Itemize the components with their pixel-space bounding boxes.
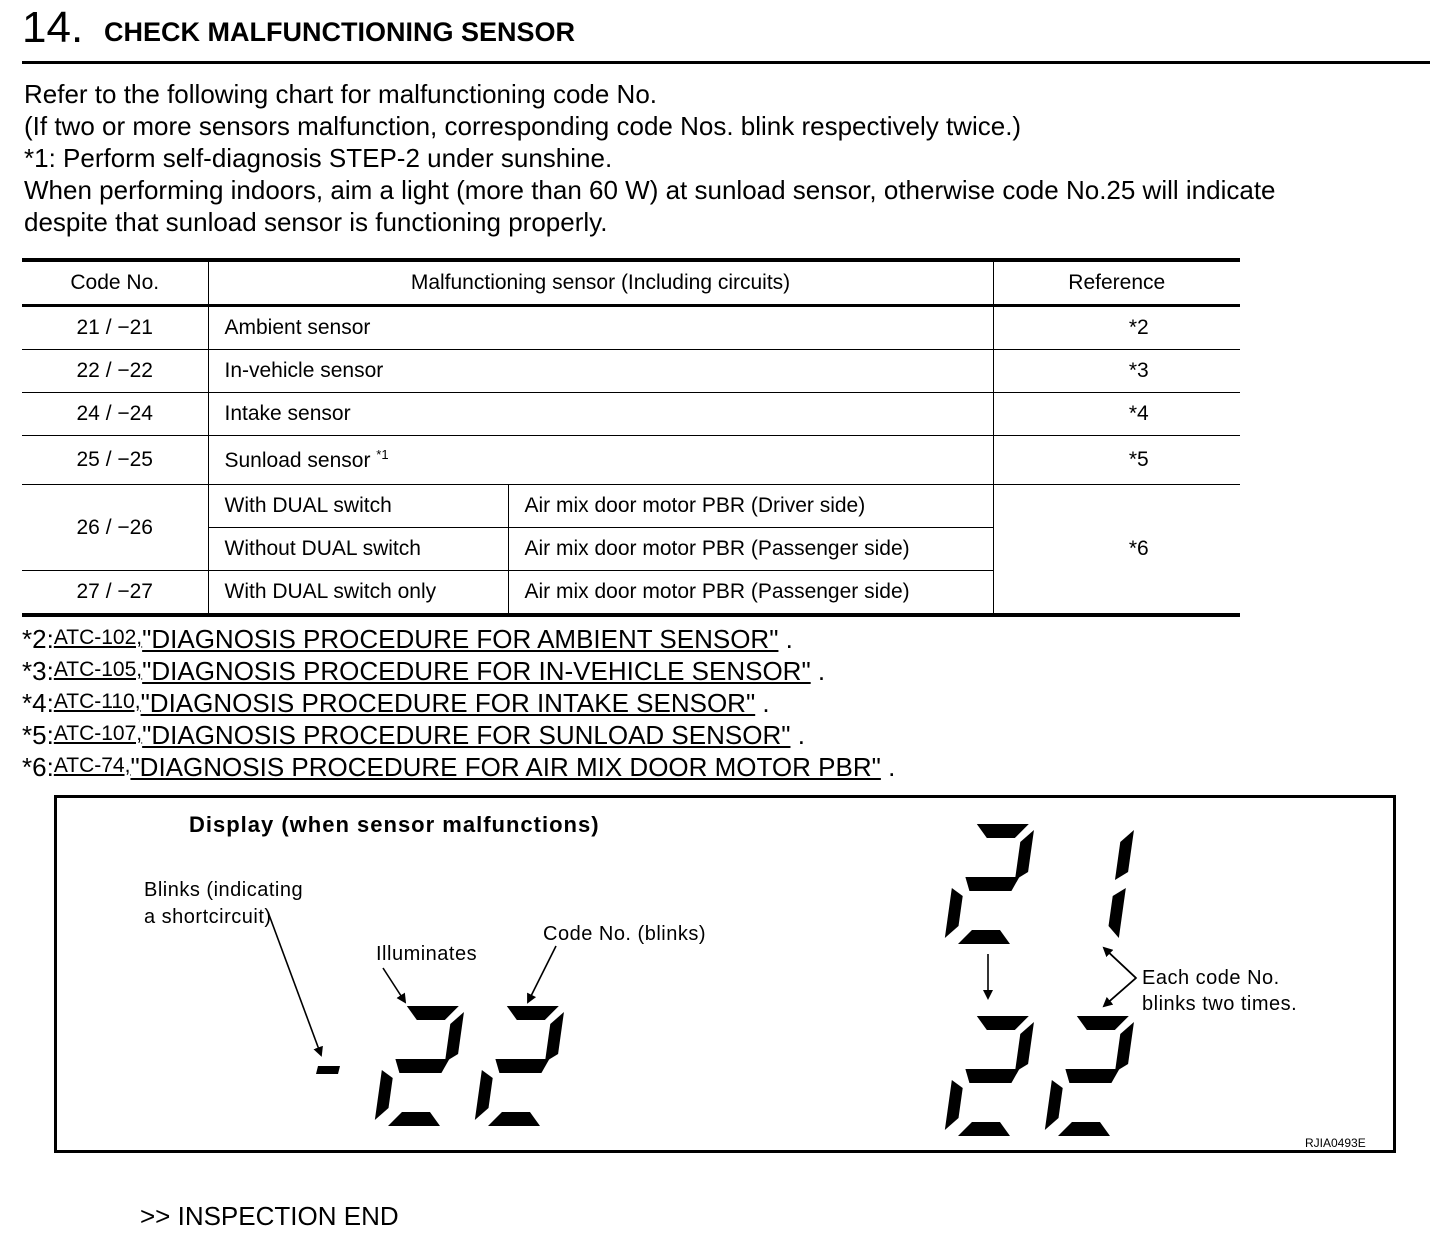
segment-2-b — [1115, 1022, 1134, 1072]
segment-2-e — [945, 888, 963, 938]
code-cell: 25 / −25 — [22, 436, 208, 485]
code-cell: 22 / −22 — [22, 350, 208, 393]
intro-line-1: Refer to the following chart for malfunctioning code No. — [24, 79, 658, 109]
condition-cell: With DUAL switch only — [208, 571, 508, 616]
illuminates-pointer-arrow — [383, 968, 405, 1002]
header-sensor: Malfunctioning sensor (Including circuits) — [208, 260, 993, 306]
segment-2-b — [1015, 830, 1034, 880]
segment-2-a — [977, 1016, 1029, 1030]
step-number: 14. — [22, 3, 84, 52]
atc-link[interactable]: ATC-107, — [53, 722, 143, 745]
motor-cell: Air mix door motor PBR (Passenger side) — [508, 528, 993, 571]
intro-line-4: When performing indoors, aim a light (more than 60 W) at sunload sensor, otherwise code No.25 will indicate — [24, 175, 1276, 205]
footnote-end: . — [778, 624, 793, 654]
segment-2-b — [445, 1012, 464, 1062]
sensor-cell: Ambient sensor — [208, 306, 993, 350]
sensor-cell: Intake sensor — [208, 393, 993, 436]
atc-link[interactable]: ATC-102, — [53, 626, 143, 649]
intro-line-3: *1: Perform self-diagnosis STEP-2 under sunshine. — [24, 143, 613, 173]
segment-2-e — [945, 1080, 963, 1130]
code-pointer-arrow — [528, 946, 556, 1002]
segment-2-a — [507, 1006, 559, 1020]
footnote-marker: *1 — [376, 447, 389, 462]
segment-2-d — [488, 1112, 540, 1126]
minus-segment — [316, 1066, 340, 1074]
segment-2-d — [388, 1112, 440, 1126]
reference-cell: *3 — [993, 350, 1240, 393]
segment-2-b — [545, 1012, 564, 1062]
segment-2-a — [977, 824, 1029, 838]
each-code-arrow-up — [1104, 948, 1136, 978]
segment-2-g — [1065, 1069, 1119, 1083]
segment-2-d — [958, 1122, 1010, 1136]
segment-2-g — [965, 877, 1019, 891]
procedure-link[interactable]: "DIAGNOSIS PROCEDURE FOR AIR MIX DOOR MOTOR PBR" — [130, 752, 881, 782]
footnote-mark: *4: — [22, 688, 54, 718]
procedure-link[interactable]: "DIAGNOSIS PROCEDURE FOR IN-VEHICLE SENSOR" — [142, 656, 811, 686]
inspection-end: >> INSPECTION END — [140, 1201, 399, 1231]
procedure-link[interactable]: "DIAGNOSIS PROCEDURE FOR INTAKE SENSOR" — [140, 688, 756, 718]
code-cell: 27 / −27 — [22, 571, 208, 616]
footnote-end: . — [880, 752, 896, 782]
reference-cell: *4 — [993, 393, 1240, 436]
procedure-link[interactable]: "DIAGNOSIS PROCEDURE FOR AMBIENT SENSOR" — [142, 624, 779, 654]
footnote-mark: *5: — [22, 720, 54, 750]
blinks-label-line-1: Blinks (indicating — [144, 879, 304, 901]
code-number-label: Code No. (blinks) — [543, 923, 707, 945]
segment-1-c — [1109, 888, 1126, 938]
header-code: Code No. — [22, 260, 208, 306]
motor-cell: Air mix door motor PBR (Passenger side) — [508, 571, 993, 616]
reference-cell: *6 — [993, 485, 1240, 616]
each-code-bracket — [1104, 948, 1136, 1006]
intro-line-2: (If two or more sensors malfunction, corresponding code Nos. blink respectively twice.) — [24, 111, 1022, 141]
atc-link[interactable]: ATC-110, — [53, 690, 141, 713]
procedure-link[interactable]: "DIAGNOSIS PROCEDURE FOR SUNLOAD SENSOR" — [142, 720, 791, 750]
each-code-arrow-down — [1104, 978, 1136, 1006]
segment-2-g — [395, 1059, 449, 1073]
code-cell: 24 / −24 — [22, 393, 208, 436]
footnote-end: . — [755, 688, 770, 718]
condition-cell: Without DUAL switch — [208, 528, 508, 571]
reference-cell: *2 — [993, 306, 1240, 350]
each-code-label-line-2: blinks two times. — [1142, 993, 1298, 1015]
code-cell: 21 / −21 — [22, 306, 208, 350]
sensor-cell: In-vehicle sensor — [208, 350, 993, 393]
step-title: CHECK MALFUNCTIONING SENSOR — [104, 17, 575, 47]
segment-2-d — [1058, 1122, 1110, 1136]
code-cell: 26 / −26 — [22, 485, 208, 571]
segment-2-a — [1077, 1016, 1129, 1030]
header-reference: Reference — [993, 260, 1240, 306]
segment-1-b — [1115, 830, 1134, 880]
figure-title: Display (when sensor malfunctions) — [189, 812, 600, 837]
footnote-mark: *6: — [22, 752, 54, 782]
condition-cell: With DUAL switch — [208, 485, 508, 528]
footnote-mark: *3: — [22, 656, 54, 686]
each-code-label-line-1: Each code No. — [1142, 967, 1280, 989]
reference-cell: *5 — [993, 436, 1240, 485]
intro-line-5: despite that sunload sensor is functioning properly. — [24, 207, 608, 237]
blinks-pointer-arrow — [268, 912, 321, 1055]
motor-cell: Air mix door motor PBR (Driver side) — [508, 485, 993, 528]
footnote-end: . — [810, 656, 826, 686]
segment-2-a — [407, 1006, 459, 1020]
segment-2-e — [1045, 1080, 1063, 1130]
segment-2-g — [965, 1069, 1019, 1083]
segment-2-d — [958, 930, 1010, 944]
footnote-mark: *2: — [22, 624, 54, 654]
segment-2-e — [475, 1070, 493, 1120]
atc-link[interactable]: ATC-74, — [53, 754, 131, 777]
atc-link[interactable]: ATC-105, — [53, 658, 143, 681]
segment-2-e — [375, 1070, 393, 1120]
illuminates-label: Illuminates — [376, 943, 478, 965]
segment-2-b — [1015, 1022, 1034, 1072]
sensor-label: Sunload sensor — [224, 449, 377, 472]
figure-id: RJIA0493E — [1305, 1136, 1366, 1150]
segment-2-g — [495, 1059, 549, 1073]
footnote-end: . — [790, 720, 805, 750]
blinks-label-line-2: a shortcircuit) — [144, 906, 272, 928]
